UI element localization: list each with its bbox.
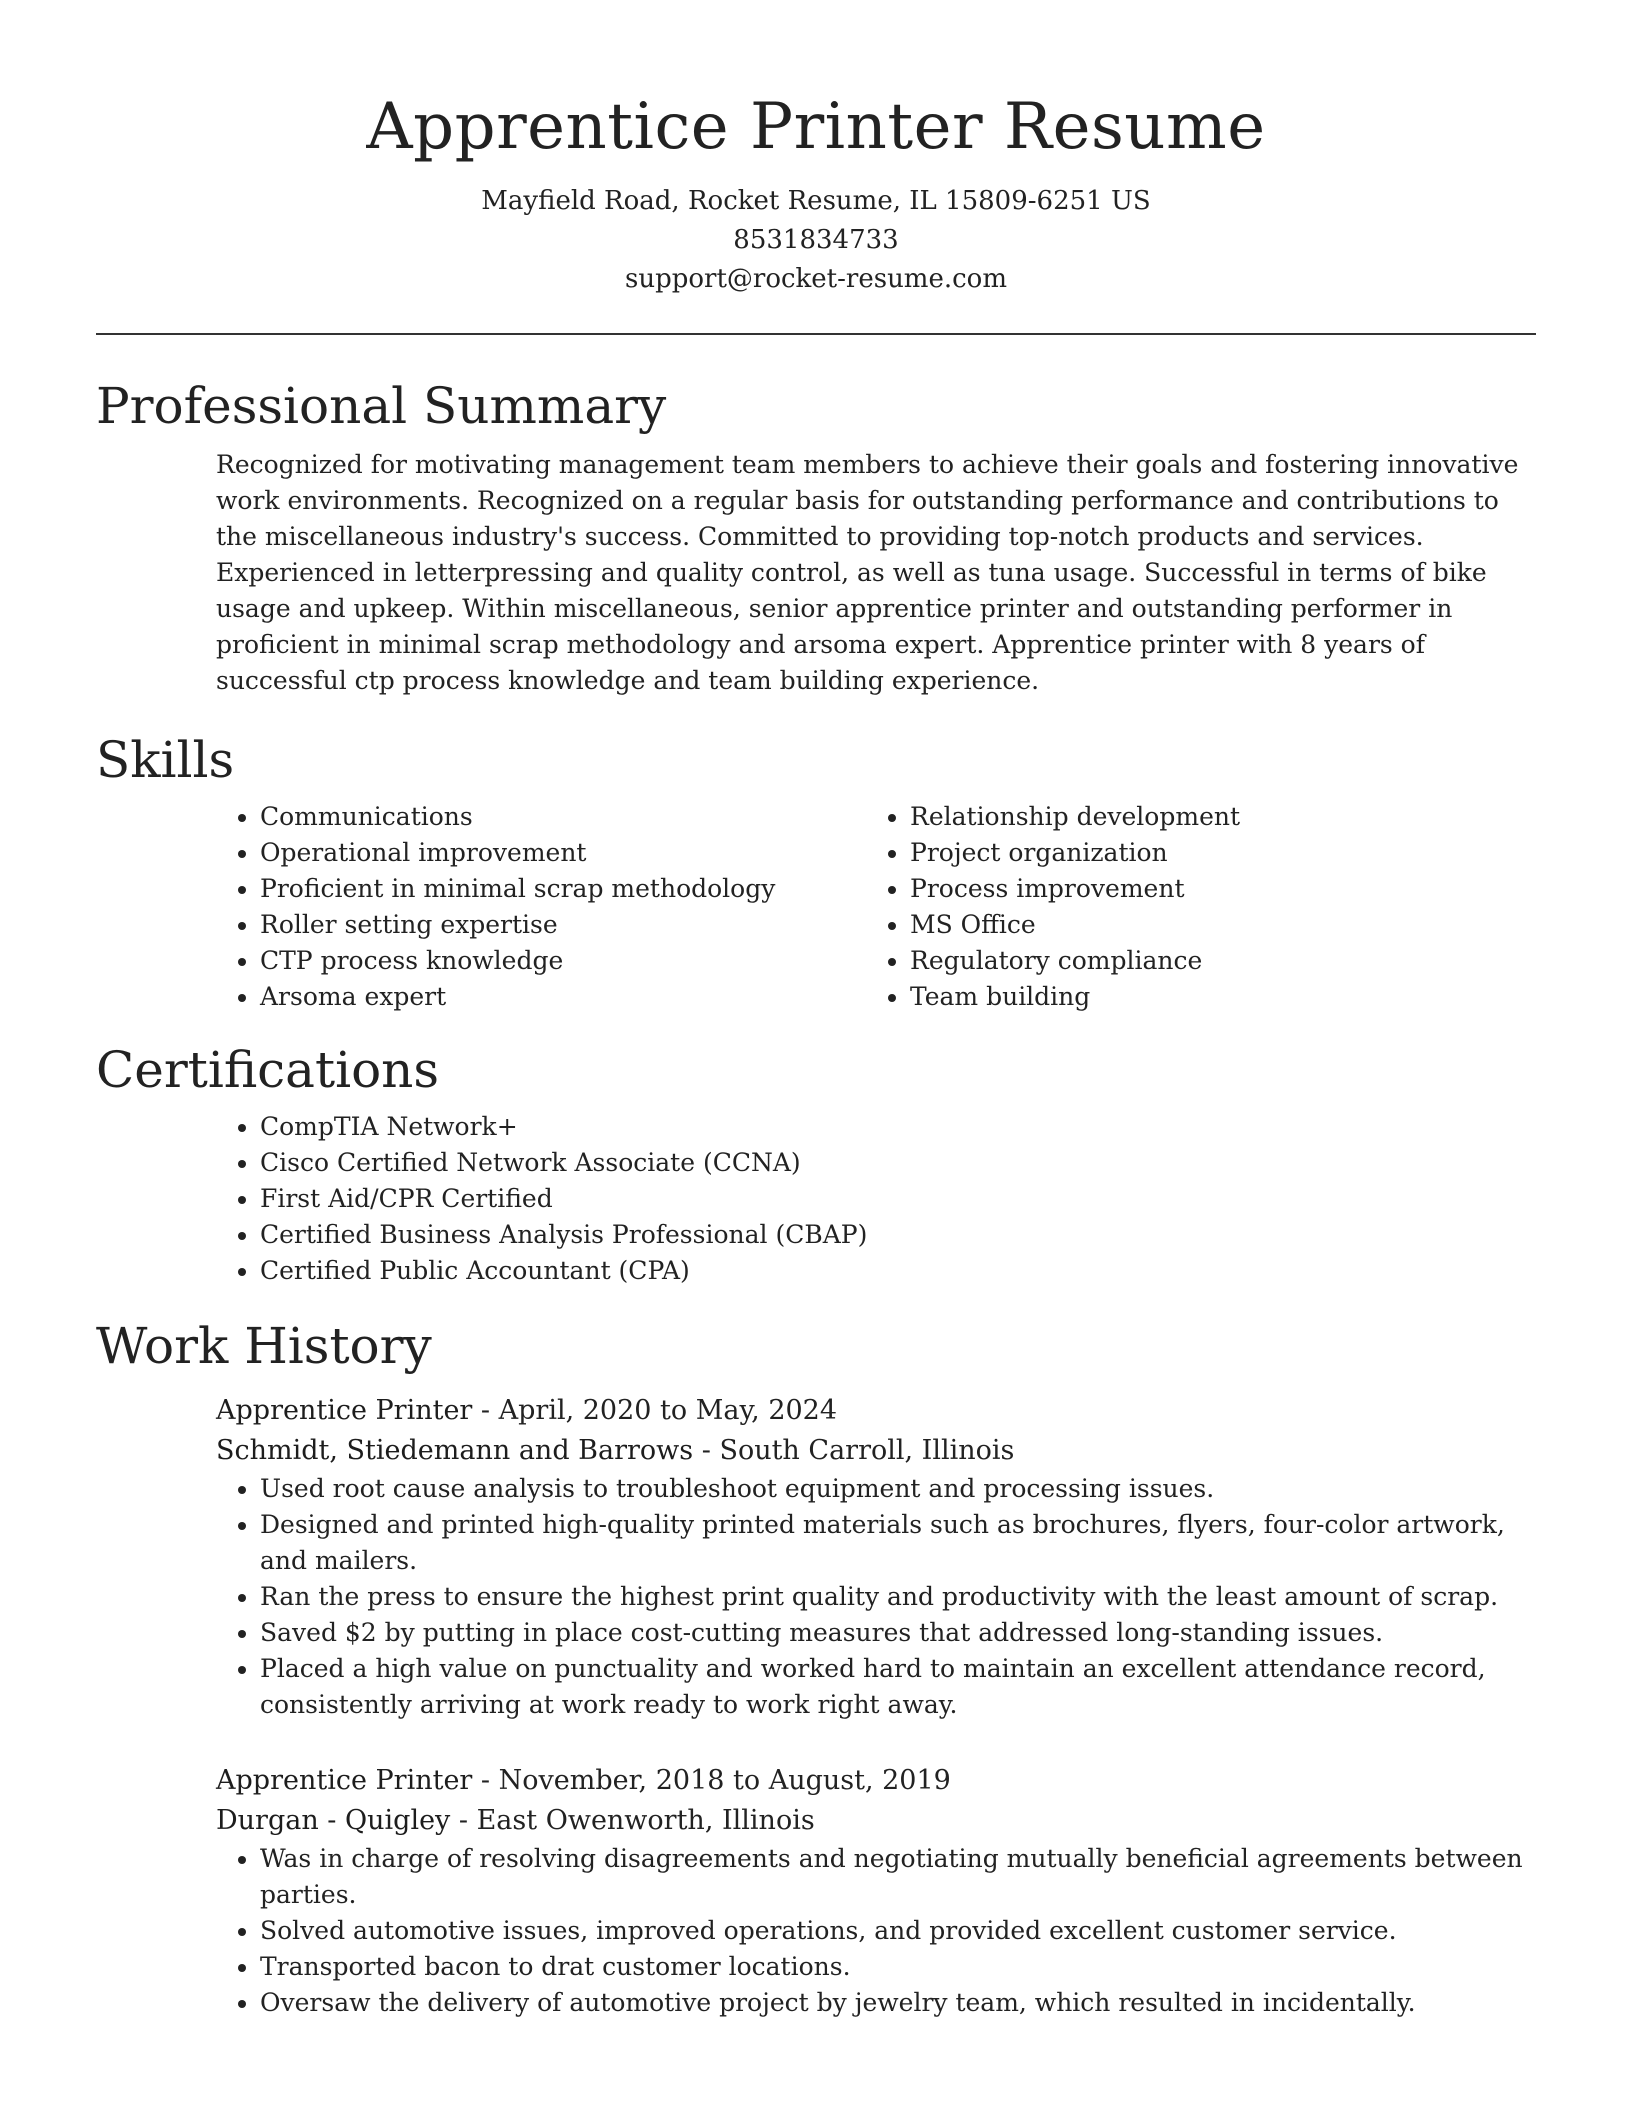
contact-phone: 8531834733 bbox=[733, 225, 899, 255]
job-bullet: • Oversaw the delivery of automotive project by jewelry team, which resulted in incidentally. bbox=[260, 1985, 1536, 2021]
job-bullets bbox=[216, 1471, 1536, 1723]
job-bullet: • Ran the press to ensure the highest print quality and productivity with the least amount of scrap. bbox=[260, 1579, 1536, 1615]
job-company-line bbox=[216, 1801, 1536, 1841]
job-dates: - April, 2020 to May, 2024 bbox=[472, 1395, 838, 1426]
job-bullet: • Saved $2 by putting in place cost-cutting measures that addressed long-standing issues. bbox=[260, 1615, 1536, 1651]
job-entry bbox=[216, 1391, 1536, 1723]
job-location: - East Owenworth, Illinois bbox=[450, 1805, 815, 1836]
job-role: Apprentice Printer bbox=[216, 1765, 473, 1796]
job-bullet: • Used root cause analysis to troubleshoot equipment and processing issues. bbox=[260, 1471, 1536, 1507]
certification-item: • Certified Public Accountant (CPA) bbox=[260, 1253, 1536, 1289]
skills-list bbox=[216, 799, 1536, 1015]
summary-section bbox=[96, 373, 1536, 699]
skills-section bbox=[96, 727, 1536, 1015]
skill-item: • Arsoma expert bbox=[260, 979, 866, 1015]
job-bullet: • Was in charge of resolving disagreements and negotiating mutually beneficial agreements between parties. bbox=[260, 1841, 1536, 1913]
skill-item: • Proficient in minimal scrap methodology bbox=[260, 871, 866, 907]
work-history-title: Work History bbox=[96, 1317, 432, 1375]
contact-info bbox=[96, 182, 1536, 299]
skill-item: • Operational improvement bbox=[260, 835, 866, 871]
resume-header bbox=[96, 0, 1536, 299]
job-bullet: • Designed and printed high-quality printed materials such as brochures, flyers, four-color artwork, and mailers. bbox=[260, 1507, 1536, 1579]
skill-item: • MS Office bbox=[910, 907, 1516, 943]
job-title-line bbox=[216, 1761, 1536, 1801]
job-location: - South Carroll, Illinois bbox=[693, 1435, 1015, 1466]
skills-title: Skills bbox=[96, 731, 235, 789]
certifications-section bbox=[96, 1037, 1536, 1289]
skill-item: • CTP process knowledge bbox=[260, 943, 866, 979]
job-entry bbox=[216, 1761, 1536, 2021]
contact-address: Mayfield Road, Rocket Resume, IL 15809-6251 US bbox=[481, 186, 1151, 216]
skill-item: • Roller setting expertise bbox=[260, 907, 866, 943]
skill-item: • Team building bbox=[910, 979, 1516, 1015]
skills-column-right bbox=[866, 799, 1516, 1015]
job-bullet: • Placed a high value on punctuality and worked hard to maintain an excellent attendance record, consistently arriving at work ready to work right away. bbox=[260, 1651, 1536, 1723]
job-role: Apprentice Printer bbox=[216, 1395, 473, 1426]
contact-email: support@rocket-resume.com bbox=[624, 264, 1007, 294]
certifications-list bbox=[216, 1109, 1536, 1289]
job-bullet: • Solved automotive issues, improved operations, and provided excellent customer service. bbox=[260, 1913, 1536, 1949]
skill-item: • Relationship development bbox=[910, 799, 1516, 835]
certification-item: • Certified Business Analysis Professional (CBAP) bbox=[260, 1217, 1536, 1253]
summary-text: Recognized for motivating management team members to achieve their goals and fostering innovative work environments. Recognized on a regular basis for outstanding performance and contributions to the miscellaneous industry's success. Committed to providing top-notch products and services. Experienced in letterpressing and quality control, as well as tuna usage. Successful in terms of bike usage and upkeep. Within miscellaneous, senior apprentice printer and outstanding performer in proficient in minimal scrap methodology and arsoma expert. Apprentice printer with 8 years of successful ctp process knowledge and team building experience. bbox=[216, 450, 1519, 695]
work-history-section bbox=[96, 1313, 1536, 2021]
skill-item: • Regulatory compliance bbox=[910, 943, 1516, 979]
certification-item: • First Aid/CPR Certified bbox=[260, 1181, 1536, 1217]
resume-name: Apprentice Printer Resume bbox=[366, 90, 1266, 164]
skills-column-left bbox=[216, 799, 866, 1015]
certifications-title: Certifications bbox=[96, 1041, 440, 1099]
header-divider bbox=[96, 333, 1536, 335]
job-company-line bbox=[216, 1431, 1536, 1471]
certification-item: • CompTIA Network+ bbox=[260, 1109, 1536, 1145]
job-dates: - November, 2018 to August, 2019 bbox=[472, 1765, 951, 1796]
summary-body bbox=[216, 447, 1536, 699]
job-bullets bbox=[216, 1841, 1536, 2021]
job-company: Schmidt, Stiedemann and Barrows bbox=[216, 1435, 694, 1466]
skill-item: • Process improvement bbox=[910, 871, 1516, 907]
skill-item: • Communications bbox=[260, 799, 866, 835]
summary-title: Professional Summary bbox=[96, 377, 667, 435]
job-bullet: • Transported bacon to drat customer locations. bbox=[260, 1949, 1536, 1985]
job-title-line bbox=[216, 1391, 1536, 1431]
resume-page bbox=[96, 0, 1536, 2059]
job-company: Durgan - Quigley bbox=[216, 1805, 451, 1836]
skill-item: • Project organization bbox=[910, 835, 1516, 871]
certification-item: • Cisco Certified Network Associate (CCNA) bbox=[260, 1145, 1536, 1181]
